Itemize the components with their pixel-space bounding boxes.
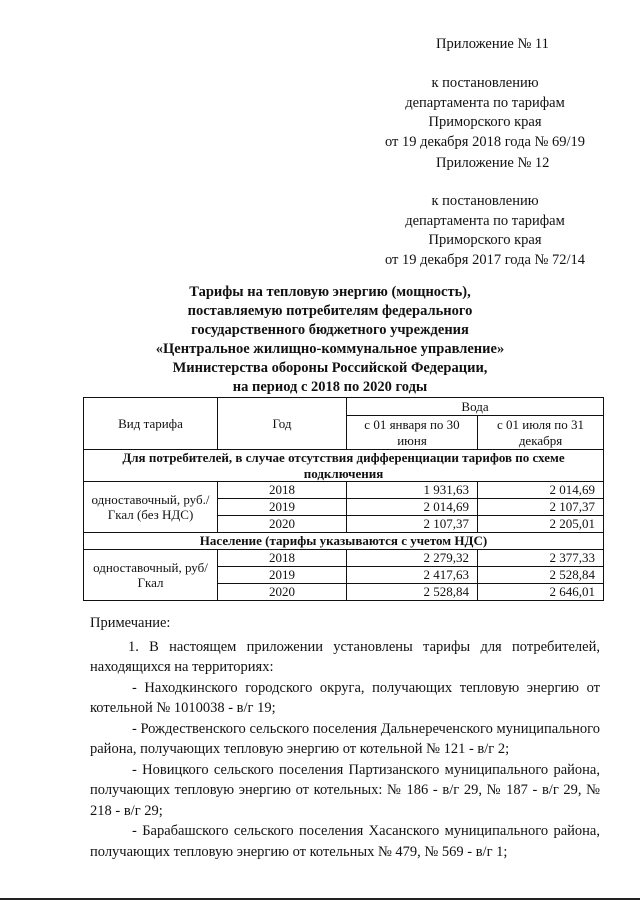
section-row: [84, 533, 604, 550]
appendix-11-line: Приморского края: [428, 114, 542, 130]
year-cell: 2020: [218, 516, 347, 533]
value-cell: 2 528,84: [347, 584, 478, 601]
note-paragraph: 1. В настоящем приложении установлены тарифы для потребителей, находящихся на территориях:: [90, 638, 600, 675]
value-cell: 2 528,84: [478, 567, 604, 584]
header-first-half: с 01 января по 30 июня: [347, 416, 478, 450]
year-cell: 2018: [218, 482, 347, 499]
appendix-11-line: к постановлению: [431, 75, 539, 91]
title-line: государственного бюджетного учреждения: [191, 322, 469, 338]
value-cell: 1 931,63: [347, 482, 478, 499]
appendix-11-reference: [372, 74, 598, 152]
year-cell: 2018: [218, 550, 347, 567]
tariff-type-cell: одноставочный, руб/Гкал: [84, 550, 218, 601]
title-line: Тарифы на тепловую энергию (мощность),: [189, 284, 471, 300]
year-cell: 2019: [218, 567, 347, 584]
note-bullet: - Барабашского сельского поселения Хасанского муниципального района, получающих тепловую энергию от котельных № 479, № 569 - в/г 1;: [90, 823, 600, 860]
appendix-12-reference: [372, 192, 598, 270]
table-row: [84, 550, 604, 567]
appendix-12-line: к постановлению: [431, 193, 539, 209]
header-year: Год: [218, 398, 347, 450]
table-header-row: [84, 398, 604, 416]
title-line: Министерства обороны Российской Федерации,: [172, 360, 488, 376]
tariff-type-cell: одноставочный, руб./Гкал (без НДС): [84, 482, 218, 533]
value-cell: 2 377,33: [478, 550, 604, 567]
value-cell: 2 014,69: [478, 482, 604, 499]
value-cell: 2 107,37: [478, 499, 604, 516]
table-row: [84, 482, 604, 499]
header-tariff-type: Вид тарифа: [84, 398, 218, 450]
value-cell: 2 205,01: [478, 516, 604, 533]
title-line: на период с 2018 по 2020 годы: [232, 379, 428, 395]
section-heading-population: Население (тарифы указываются с учетом НДС): [84, 533, 604, 550]
note-bullet: - Находкинского городского округа, получающих тепловую энергию от котельной № 1010038 - в/г 19;: [90, 679, 600, 716]
note-bullet: - Рождественского сельского поселения Дальнереченского муниципального района, получающих тепловую энергию от котельной № 121 - в/г 2;: [90, 720, 600, 757]
appendix-12-line: Приморского края: [428, 232, 542, 248]
section-row: [84, 450, 604, 482]
value-cell: 2 107,37: [347, 516, 478, 533]
value-cell: 2 646,01: [478, 584, 604, 601]
appendix-12-line: департамента по тарифам: [405, 212, 565, 229]
title-line: «Центральное жилищно-коммунальное управление»: [155, 341, 505, 357]
note-bullet: - Новицкого сельского поселения Партизанского муниципального района, получающих тепловую энергию от котельных: № 186 - в/г 29, № 187 - в/г 29, № 218 - в/г 29;: [90, 761, 600, 819]
tariff-table: [83, 397, 604, 601]
appendix-11-title: Приложение № 11: [436, 36, 549, 52]
appendix-12-line: от 19 декабря 2017 года № 72/14: [384, 251, 586, 268]
scan-bottom-edge: [0, 898, 640, 900]
appendix-11-line: от 19 декабря 2018 года № 69/19: [384, 133, 586, 150]
notes-section: [90, 613, 600, 862]
title-line: поставляемую потребителям федерального: [187, 303, 473, 319]
value-cell: 2 014,69: [347, 499, 478, 516]
year-cell: 2020: [218, 584, 347, 601]
header-second-half: с 01 июля по 31 декабря: [478, 416, 604, 450]
year-cell: 2019: [218, 499, 347, 516]
value-cell: 2 417,63: [347, 567, 478, 584]
section-heading-general: Для потребителей, в случае отсутствия дифференциации тарифов по схеме подключения: [84, 450, 604, 482]
value-cell: 2 279,32: [347, 550, 478, 567]
appendix-11-line: департамента по тарифам: [405, 94, 565, 111]
appendix-12-title: Приложение № 12: [436, 155, 550, 171]
notes-heading: Примечание:: [90, 615, 171, 631]
header-water: Вода: [347, 398, 604, 416]
document-title: [60, 283, 600, 397]
